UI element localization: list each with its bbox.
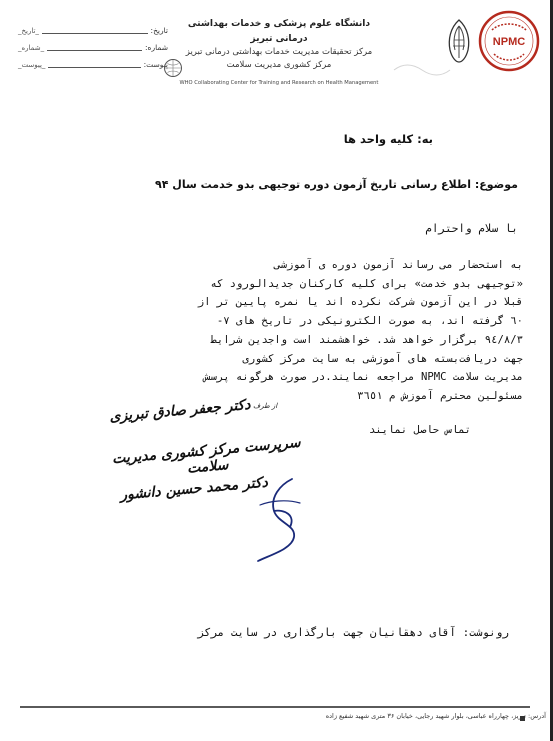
org-header — [175, 16, 383, 88]
greeting: با سلام واحترام — [425, 222, 518, 235]
body-line: «توجیهی بدو خدمت» برای کلیه کارکنان جدیدالورود که — [210, 277, 523, 290]
closing-line: تماس حاصل نمایند — [368, 424, 471, 436]
npmc-logo-icon — [478, 10, 540, 72]
addressee: به: کلیه واحد ها — [343, 132, 433, 146]
meta-attachment-value: _پیوست_ — [18, 60, 46, 69]
handwritten-signature-icon — [250, 475, 310, 565]
body-line: ٦٠ گرفته اند، به صورت الکترونیکی در تاریخ های ٧- — [216, 315, 523, 328]
body-paragraph — [33, 256, 523, 406]
body-line: مدیریت سلامت NPMC مراجعه نمایند.در صورت هرگونه پرسش — [204, 371, 523, 384]
meta-attachment-label: پیوست: — [143, 60, 168, 69]
meta-number-value: _شماره_ — [18, 43, 45, 52]
footer-divider — [20, 706, 530, 708]
meta-date-label: تاریخ: — [150, 26, 168, 35]
signature-prefix: از طرف — [253, 402, 278, 410]
org-national-center: مرکز کشوری مدیریت سلامت — [226, 60, 332, 70]
meta-attachment — [18, 56, 168, 73]
signatory-role: سرپرست مرکز کشوری مدیریت سلامت — [111, 434, 302, 477]
header-ornament-icon — [392, 60, 452, 80]
npmc-logo-text: NPMC — [492, 36, 526, 48]
org-who-center: WHO Collaborating Center for Training and Research on Health Management — [179, 80, 379, 86]
body-line: به استحضار می رساند آزمون دوره ی آموزشی — [274, 259, 523, 271]
subject-line: موضوع: اطلاع رسانی تاریخ آزمون دوره توجیهی بدو خدمت سال ۹۴ — [155, 178, 518, 191]
university-logo-icon — [444, 18, 474, 64]
signatory-name: دکتر جعفر صادق تبریزی — [108, 396, 252, 426]
body-line: جهت دریافت‌بسته های آموزشی به سایت مرکز کشوری — [242, 352, 523, 365]
footer-address: آدرس: تبریز، چهارراه عباسی، بلوار شهید رجایی، خیابان ۳۶ متری شهید شفیع زاده — [325, 712, 546, 720]
meta-number-label: شماره: — [145, 43, 168, 52]
signatory-name-2: دکتر محمد حسین دانشور — [119, 474, 269, 504]
org-research-center: مرکز تحقیقات مدیریت خدمات بهداشتی درمانی تبریز — [185, 47, 373, 57]
body-line: قبلا در این آزمون شرکت نکرده اند یا نمره پایین تر از — [197, 296, 523, 309]
body-line: مسئولین محترم آموزش م ٣٦٥١ — [357, 389, 523, 402]
meta-date — [18, 22, 168, 39]
org-university: دانشگاه علوم پزشکی و خدمات بهداشتی درمانی تبریز — [187, 18, 371, 44]
meta-number — [18, 39, 168, 56]
body-line: ٩٤/٨/٣ برگزار خواهد شد. خواهشمند است واجدین شرایط — [210, 333, 523, 346]
letter-meta — [18, 22, 168, 73]
meta-date-value: _تاریخ_ — [18, 26, 39, 35]
cc-line: رونوشت: آقای دهقانیان جهت بارگذاری در سایت مرکز — [197, 626, 509, 639]
